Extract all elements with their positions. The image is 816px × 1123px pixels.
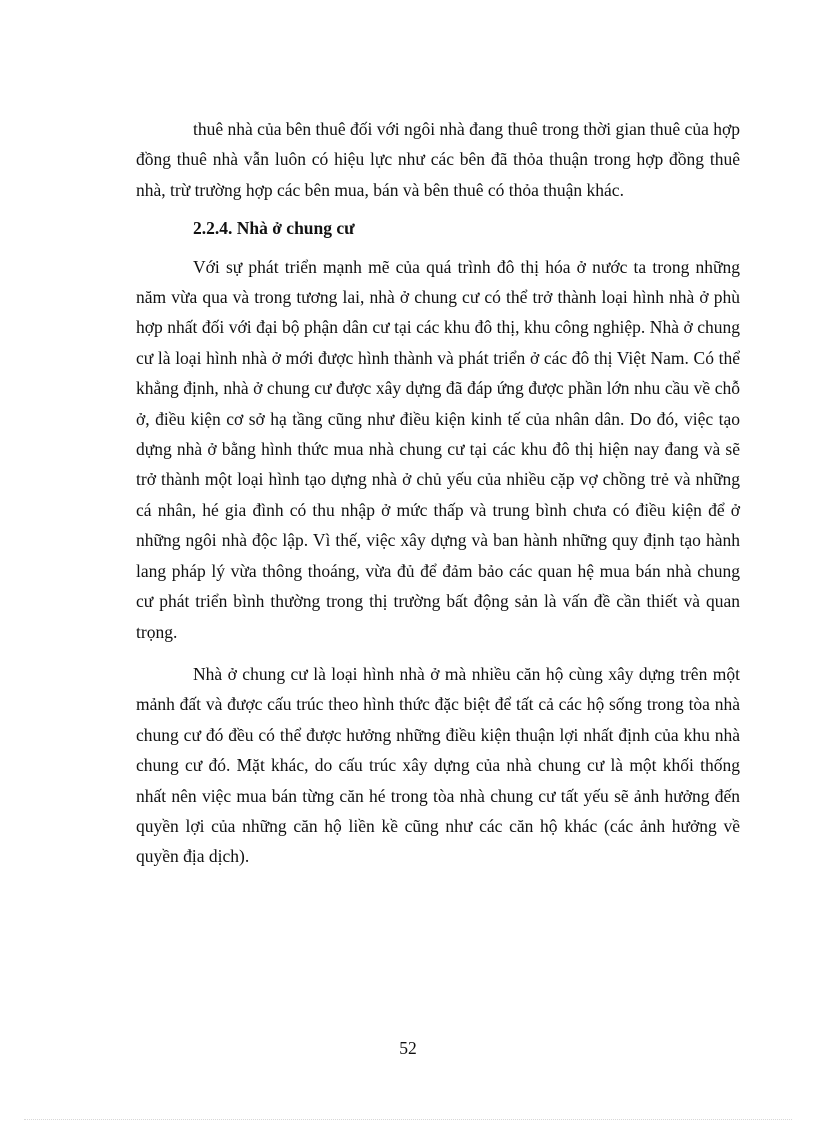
body-text [136,114,740,872]
paragraph-continuation: thuê nhà của bên thuê đối với ngôi nhà đang thuê trong thời gian thuê của hợp đồng thuê nhà vẫn luôn có hiệu lực như các bên đã thỏa thuận trong hợp đồng thuê nhà, trừ trường hợp các bên mua, bán và bên thuê có thỏa thuận khác. [136,119,740,200]
paragraph: Nhà ở chung cư là loại hình nhà ở mà nhiều căn hộ cùng xây dựng trên một mảnh đất và được cấu trúc theo hình thức đặc biệt để tất cả các hộ sống trong tòa nhà chung cư đó đều có thể được hưởng những điều kiện thuận lợi nhất định của khu nhà chung cư đó. Mặt khác, do cấu trúc xây dựng của nhà chung cư là một khối thống nhất nên việc mua bán từng căn hé trong tòa nhà chung cư tất yếu sẽ ảnh hưởng đến quyền lợi của những căn hộ liền kề cũng như các căn hộ khác (các ảnh hưởng về quyền địa dịch). [136,663,740,867]
paragraph: Với sự phát triển mạnh mẽ của quá trình đô thị hóa ở nước ta trong những năm vừa qua và trong tương lai, nhà ở chung cư có thể trở thành loại hình nhà ở phù hợp nhất đối với đại bộ phận dân cư tại các khu đô thị, khu công nghiệp. Nhà ở chung cư là loại hình nhà ở mới được hình thành và phát triển ở các đô thị Việt Nam. Có thể khẳng định, nhà ở chung cư được xây dựng đã đáp ứng được phần lớn nhu cầu về chỗ ở, điều kiện cơ sở hạ tầng cũng như điều kiện kinh tế của nhân dân. Do đó, việc tạo dựng nhà ở bằng hình thức mua nhà chung cư tại các khu đô thị hiện nay đang và sẽ trở thành một loại hình tạo dựng nhà ở chủ yếu của nhiều cặp vợ chồng trẻ và những cá nhân, hé gia đình có thu nhập ở mức thấp và trung bình chưa có điều kiện để ở những ngôi nhà độc lập. Vì thế, việc xây dựng và ban hành những quy định tạo hành lang pháp lý vừa thông thoáng, vừa đủ để đảm bảo các quan hệ mua bán nhà chung cư phát triển bình thường trong thị trường bất động sản là vấn đề cần thiết và quan trọng. [136,256,740,642]
section-heading: 2.2.4. Nhà ở chung cư [193,218,355,239]
page-number: 52 [399,1038,417,1058]
page-border [24,1119,792,1120]
